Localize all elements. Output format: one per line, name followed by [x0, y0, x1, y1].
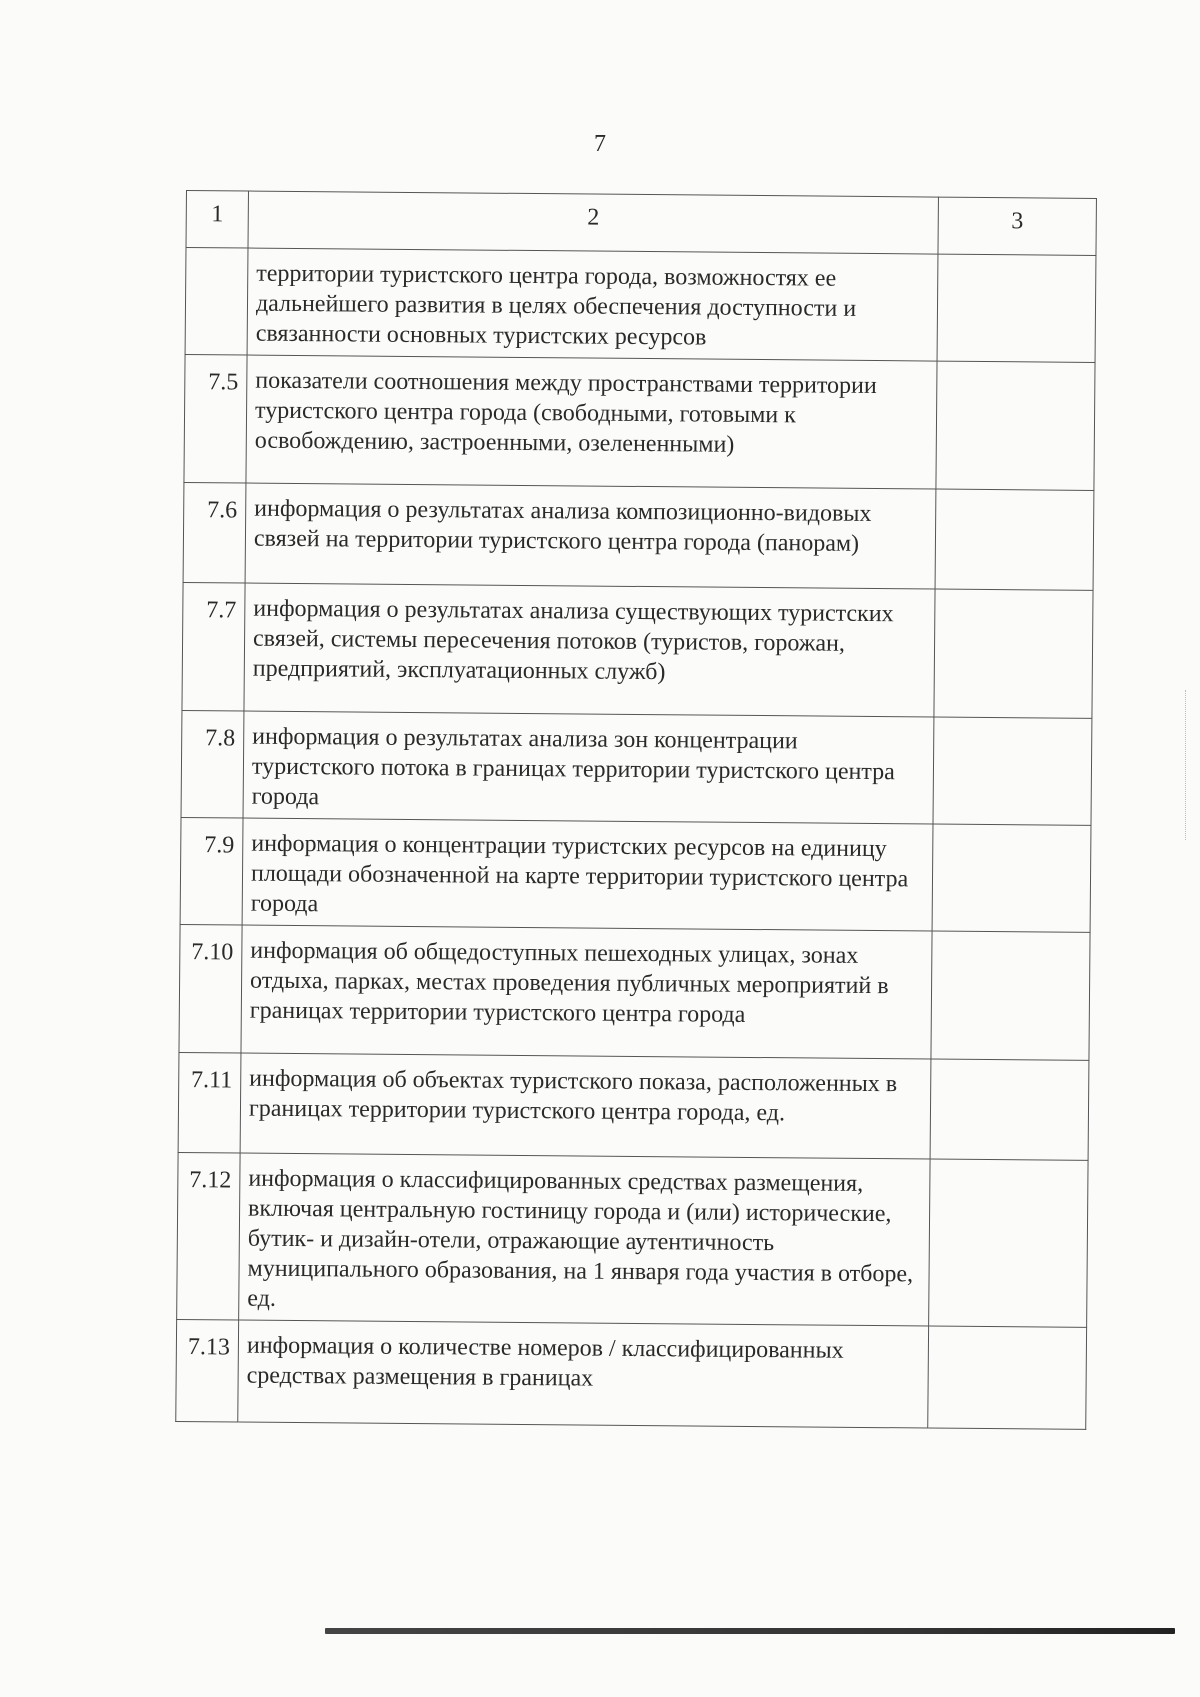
- row-number: 7.7: [182, 582, 245, 711]
- table-row: [181, 710, 1092, 825]
- row-value: [937, 254, 1096, 362]
- table-row: [178, 1052, 1089, 1160]
- row-number: 7.11: [178, 1052, 241, 1153]
- scan-bottom-edge-line: [325, 1628, 1175, 1634]
- row-number: 7.10: [179, 924, 242, 1053]
- table-row: [176, 1319, 1087, 1429]
- row-description: информация о результатах анализа композиционно-видовых связей на территории туристского центра города (панорам): [245, 483, 936, 589]
- row-description: информация о результатах анализа зон концентрации туристского потока в границах территории туристского центра города: [243, 711, 934, 824]
- row-value: [935, 489, 1094, 590]
- row-number: 7.6: [183, 482, 246, 583]
- row-value: [932, 824, 1091, 932]
- row-description: показатели соотношения между пространствами территории туристского центра города (свободными, готовыми к освобождению, застроенными, озелененными): [246, 355, 937, 489]
- table-row: [183, 482, 1094, 590]
- table-row: [177, 1152, 1088, 1327]
- row-description: информация о количестве номеров / классифицированных средствах размещения в границах: [238, 1320, 929, 1428]
- row-value: [930, 1059, 1089, 1160]
- row-number: 7.8: [181, 710, 244, 818]
- header-cell-2: 2: [248, 191, 938, 254]
- header-cell-3: 3: [938, 197, 1096, 255]
- row-number: 7.5: [184, 354, 247, 483]
- row-description: информация о концентрации туристских ресурсов на единицу площади обозначенной на карте территории туристского центра города: [242, 818, 933, 931]
- row-value: [929, 1159, 1088, 1327]
- row-description: информация о классифицированных средствах размещения, включая центральную гостиницу города и (или) исторические, бутик- и дизайн-отели, отражающие аутентичность муниципального образования, на 1 января года участия в отборе, ед.: [239, 1153, 930, 1326]
- table-row: [185, 248, 1096, 363]
- row-description: территории туристского центра города, возможностях ее дальнейшего развития в целях обеспечения доступности и связанности основных туристских ресурсов: [247, 248, 938, 361]
- page-number: 7: [594, 131, 606, 157]
- row-description: информация об общедоступных пешеходных улицах, зонах отдыха, парках, местах проведения публичных мероприятий в границах территории туристского центра города: [241, 925, 932, 1059]
- table-row: [182, 582, 1093, 718]
- row-value: [933, 717, 1092, 825]
- table-row: [184, 354, 1095, 490]
- row-number: 7.9: [180, 817, 243, 925]
- row-value: [934, 589, 1093, 718]
- row-number: 7.13: [176, 1319, 239, 1422]
- table-header-row: [186, 191, 1096, 256]
- row-description: информация об объектах туристского показа, расположенных в границах территории туристского центра города, ед.: [240, 1053, 931, 1159]
- row-description: информация о результатах анализа существующих туристских связей, системы пересечения потоков (туристов, горожан, предприятий, эксплуатационных служб): [244, 583, 935, 717]
- table-row: [180, 817, 1091, 932]
- header-cell-1: 1: [186, 191, 248, 249]
- requirements-table: [175, 190, 1097, 1430]
- row-number: 7.12: [177, 1152, 240, 1320]
- row-value: [928, 1326, 1087, 1429]
- row-value: [936, 361, 1095, 490]
- table-row: [179, 924, 1090, 1060]
- scan-margin-marks: [1183, 690, 1186, 840]
- row-value: [931, 931, 1090, 1060]
- row-number: [185, 248, 248, 356]
